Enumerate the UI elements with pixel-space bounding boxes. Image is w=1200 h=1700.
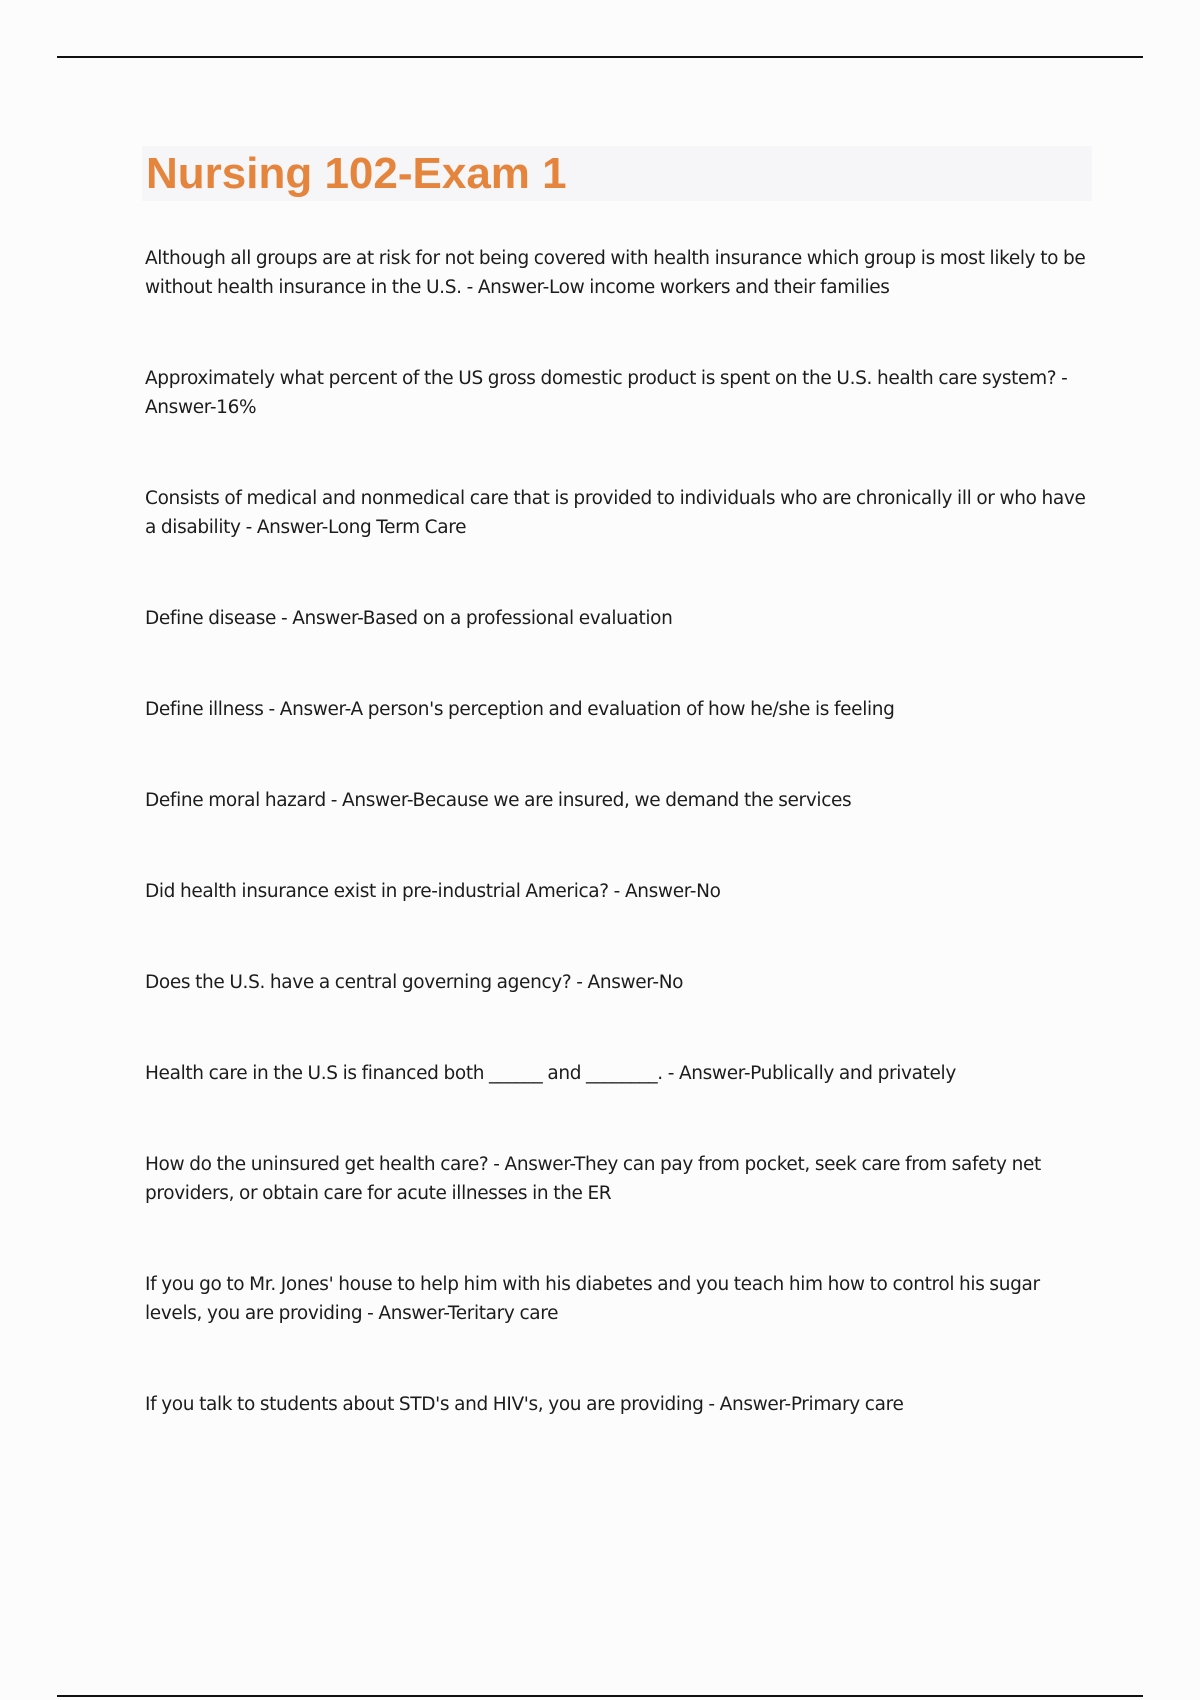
- qa-item: Define moral hazard - Answer-Because we are insured, we demand the services: [145, 790, 852, 811]
- qa-item: Consists of medical and nonmedical care that is provided to individuals who are chronically ill or who have a disability - Answer-Long Term Care: [145, 488, 1086, 538]
- qa-item: If you go to Mr. Jones' house to help him with his diabetes and you teach him how to control his sugar levels, you are providing - Answer-Teritary care: [145, 1274, 1040, 1324]
- qa-item: Does the U.S. have a central governing agency? - Answer-No: [145, 972, 684, 993]
- qa-item: Define illness - Answer-A person's perception and evaluation of how he/she is feeling: [145, 699, 895, 720]
- qa-item: Although all groups are at risk for not being covered with health insurance which group is most likely to be without health insurance in the U.S. - Answer-Low income workers and their families: [145, 248, 1086, 298]
- qa-item: If you talk to students about STD's and HIV's, you are providing - Answer-Primary care: [145, 1394, 904, 1415]
- qa-item: How do the uninsured get health care? - Answer-They can pay from pocket, seek care from safety net providers, or obtain care for acute illnesses in the ER: [145, 1154, 1041, 1204]
- footer-rule: [57, 1695, 1143, 1697]
- qa-item: Approximately what percent of the US gross domestic product is spent on the U.S. health care system? - Answer-16%: [145, 368, 1068, 418]
- qa-item: Define disease - Answer-Based on a professional evaluation: [145, 608, 673, 629]
- header-rule: [57, 56, 1143, 58]
- qa-item: Health care in the U.S is financed both ______ and ________. - Answer-Publically and privately: [145, 1063, 956, 1084]
- question-answer-list: [145, 244, 1090, 1481]
- qa-item: Did health insurance exist in pre-industrial America? - Answer-No: [145, 881, 721, 902]
- document-title: Nursing 102-Exam 1: [146, 149, 567, 198]
